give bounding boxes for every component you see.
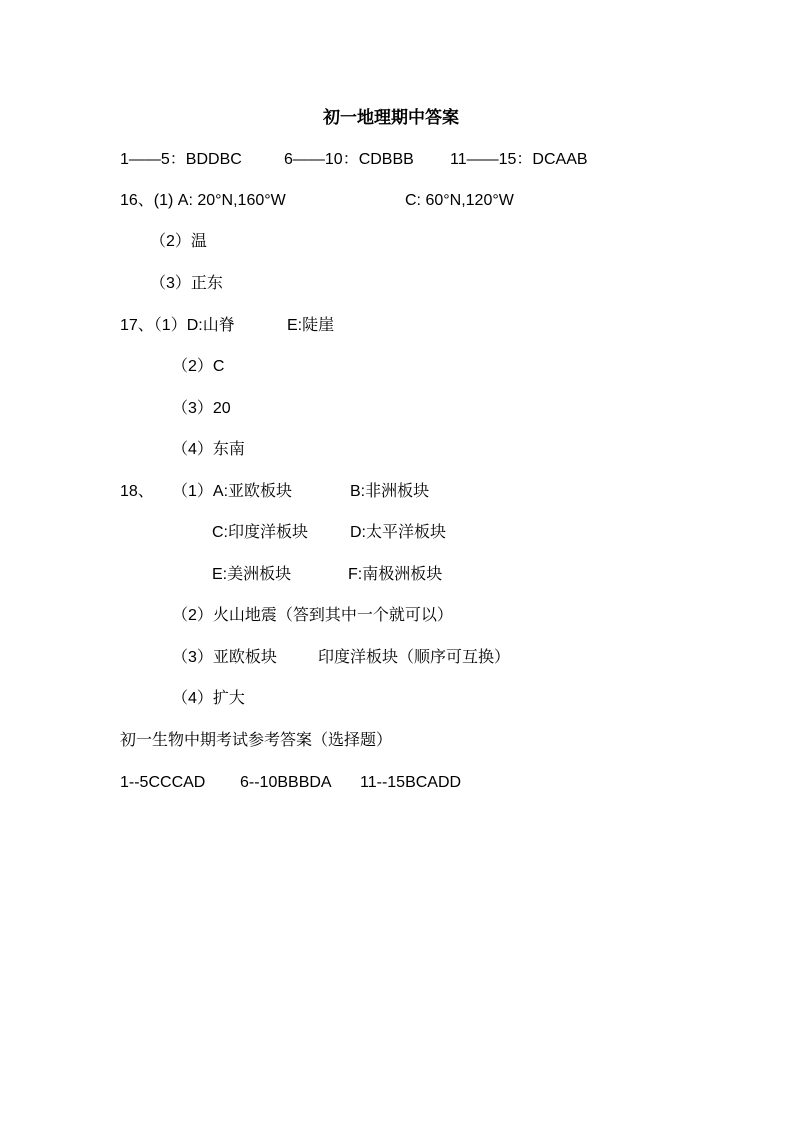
biology-heading: 初一生物中期考试参考答案（选择题）	[120, 732, 393, 749]
biology-answers-11-15: 11--15BCADD	[360, 774, 462, 791]
q18-part1-d: D:太平洋板块	[350, 524, 447, 541]
q17-part2: （2）C	[172, 358, 225, 375]
biology-answers-1-5: 1--5CCCAD	[120, 774, 206, 791]
page-title: 初一地理期中答案	[323, 108, 459, 128]
q18-part1-f: F:南极洲板块	[348, 566, 443, 583]
choice-answers-11-15: 11——15：DCAAB	[450, 151, 588, 168]
q18-part1-a: （1）A:亚欧板块	[172, 483, 293, 500]
q18-number: 18、	[120, 483, 154, 500]
q16-part1-c: C: 60°N,120°W	[405, 192, 514, 209]
q18-part1-b: B:非洲板块	[350, 483, 430, 500]
biology-answers-6-10: 6--10BBBDA	[240, 774, 332, 791]
q17-part3: （3）20	[172, 400, 231, 417]
q17-part4: （4）东南	[172, 441, 245, 458]
q18-part2: （2）火山地震（答到其中一个就可以）	[172, 607, 453, 624]
q18-part3-b: 印度洋板块（顺序可互换）	[318, 649, 511, 666]
q16-part2: （2）温	[150, 233, 207, 250]
choice-answers-6-10: 6——10：CDBBB	[284, 151, 414, 168]
q18-part3: （3）亚欧板块	[172, 649, 277, 666]
q17-part1-d: 17、（1）D:山脊	[120, 317, 235, 334]
q17-part1-e: E:陡崖	[287, 317, 335, 334]
q18-part1-e: E:美洲板块	[212, 566, 292, 583]
choice-answers-1-5: 1——5：BDDBC	[120, 151, 242, 168]
q16-part1-a: 16、(1) A: 20°N,160°W	[120, 192, 286, 209]
q18-part1-c: C:印度洋板块	[212, 524, 309, 541]
q16-part3: （3）正东	[150, 275, 223, 292]
q18-part4: （4）扩大	[172, 690, 245, 707]
